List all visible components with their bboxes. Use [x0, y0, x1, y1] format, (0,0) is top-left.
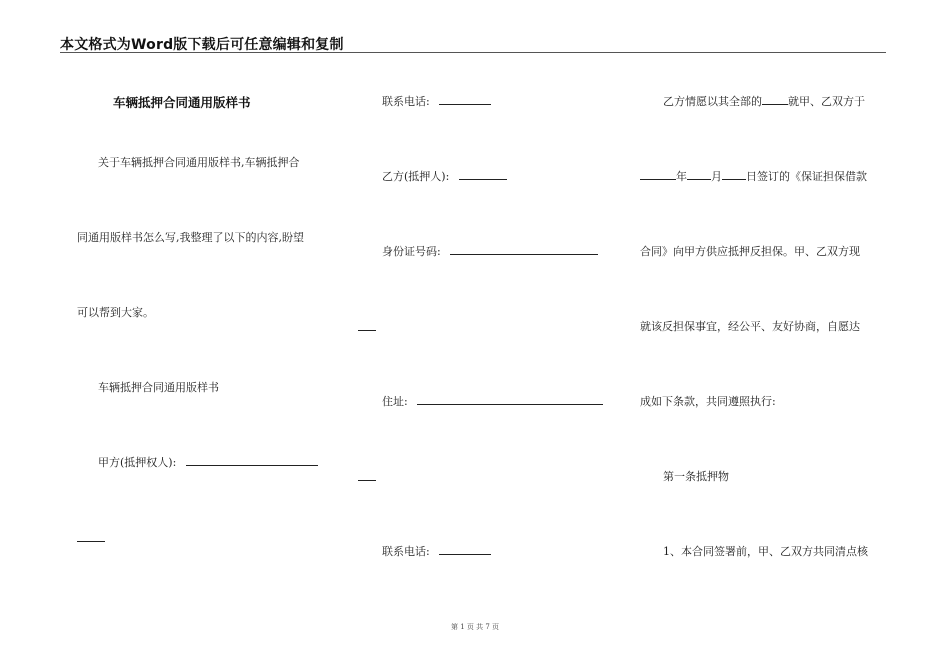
intro-line-1: 关于车辆抵押合同通用版样书,车辆抵押合	[98, 156, 300, 169]
document-title: 车辆抵押合同通用版样书	[113, 95, 251, 110]
id-number-continuation	[358, 320, 376, 334]
party-b-blank	[459, 169, 507, 180]
clause-line-2	[640, 168, 867, 184]
address-label: 住址:	[382, 395, 408, 408]
party-a-label: 甲方(抵押权人):	[98, 456, 177, 469]
id-number-label: 身份证号码:	[382, 245, 441, 258]
phone-blank-1	[439, 94, 491, 105]
day-blank	[722, 169, 746, 180]
address-blank	[417, 394, 603, 405]
month-blank	[687, 169, 711, 180]
clause-line-5: 成如下条款，共同遵照执行:	[640, 395, 776, 408]
item-1-line: 1、本合同签署前，甲、乙双方共同清点核	[663, 545, 868, 558]
day-and-contract: 日签订的《保证担保借款	[746, 170, 867, 183]
banner-divider	[60, 52, 886, 53]
party-b-label: 乙方(抵押人):	[382, 170, 450, 183]
address-blank-cont	[358, 470, 376, 481]
phone-field-1	[382, 93, 491, 109]
id-number-blank-cont	[358, 320, 376, 331]
address-continuation	[358, 470, 376, 484]
party-a-blank	[186, 455, 318, 466]
id-number-field	[382, 243, 598, 259]
phone-label-2: 联系电话:	[382, 545, 430, 558]
collateral-blank	[762, 94, 788, 105]
intro-line-2: 同通用版样书怎么写,我整理了以下的内容,盼望	[77, 231, 304, 244]
section-heading-1: 第一条抵押物	[663, 470, 729, 483]
id-number-blank	[450, 244, 598, 255]
party-a-continuation	[77, 531, 105, 545]
party-a-blank-cont	[77, 531, 105, 542]
phone-label-1: 联系电话:	[382, 95, 430, 108]
party-a-field	[98, 454, 318, 470]
phone-blank-2	[439, 544, 491, 555]
month-label: 月	[711, 170, 722, 183]
clause-line-1-start: 乙方情愿以其全部的	[663, 95, 762, 108]
intro-line-3: 可以帮到大家。	[77, 306, 154, 319]
year-blank	[640, 169, 676, 180]
party-b-field	[382, 168, 507, 184]
year-label: 年	[676, 170, 687, 183]
page-number: 第 1 页 共 7 页	[450, 623, 500, 631]
contract-subtitle: 车辆抵押合同通用版样书	[98, 381, 219, 394]
clause-line-1-end: 就甲、乙双方于	[788, 95, 865, 108]
document-banner: 本文格式为Word版下载后可任意编辑和复制	[60, 37, 344, 53]
clause-line-1	[663, 93, 865, 109]
clause-line-4: 就该反担保事宜，经公平、友好协商，自愿达	[640, 320, 860, 333]
phone-field-2	[382, 543, 491, 559]
clause-line-3: 合同》向甲方供应抵押反担保。甲、乙双方现	[640, 245, 860, 258]
address-field	[382, 393, 603, 409]
